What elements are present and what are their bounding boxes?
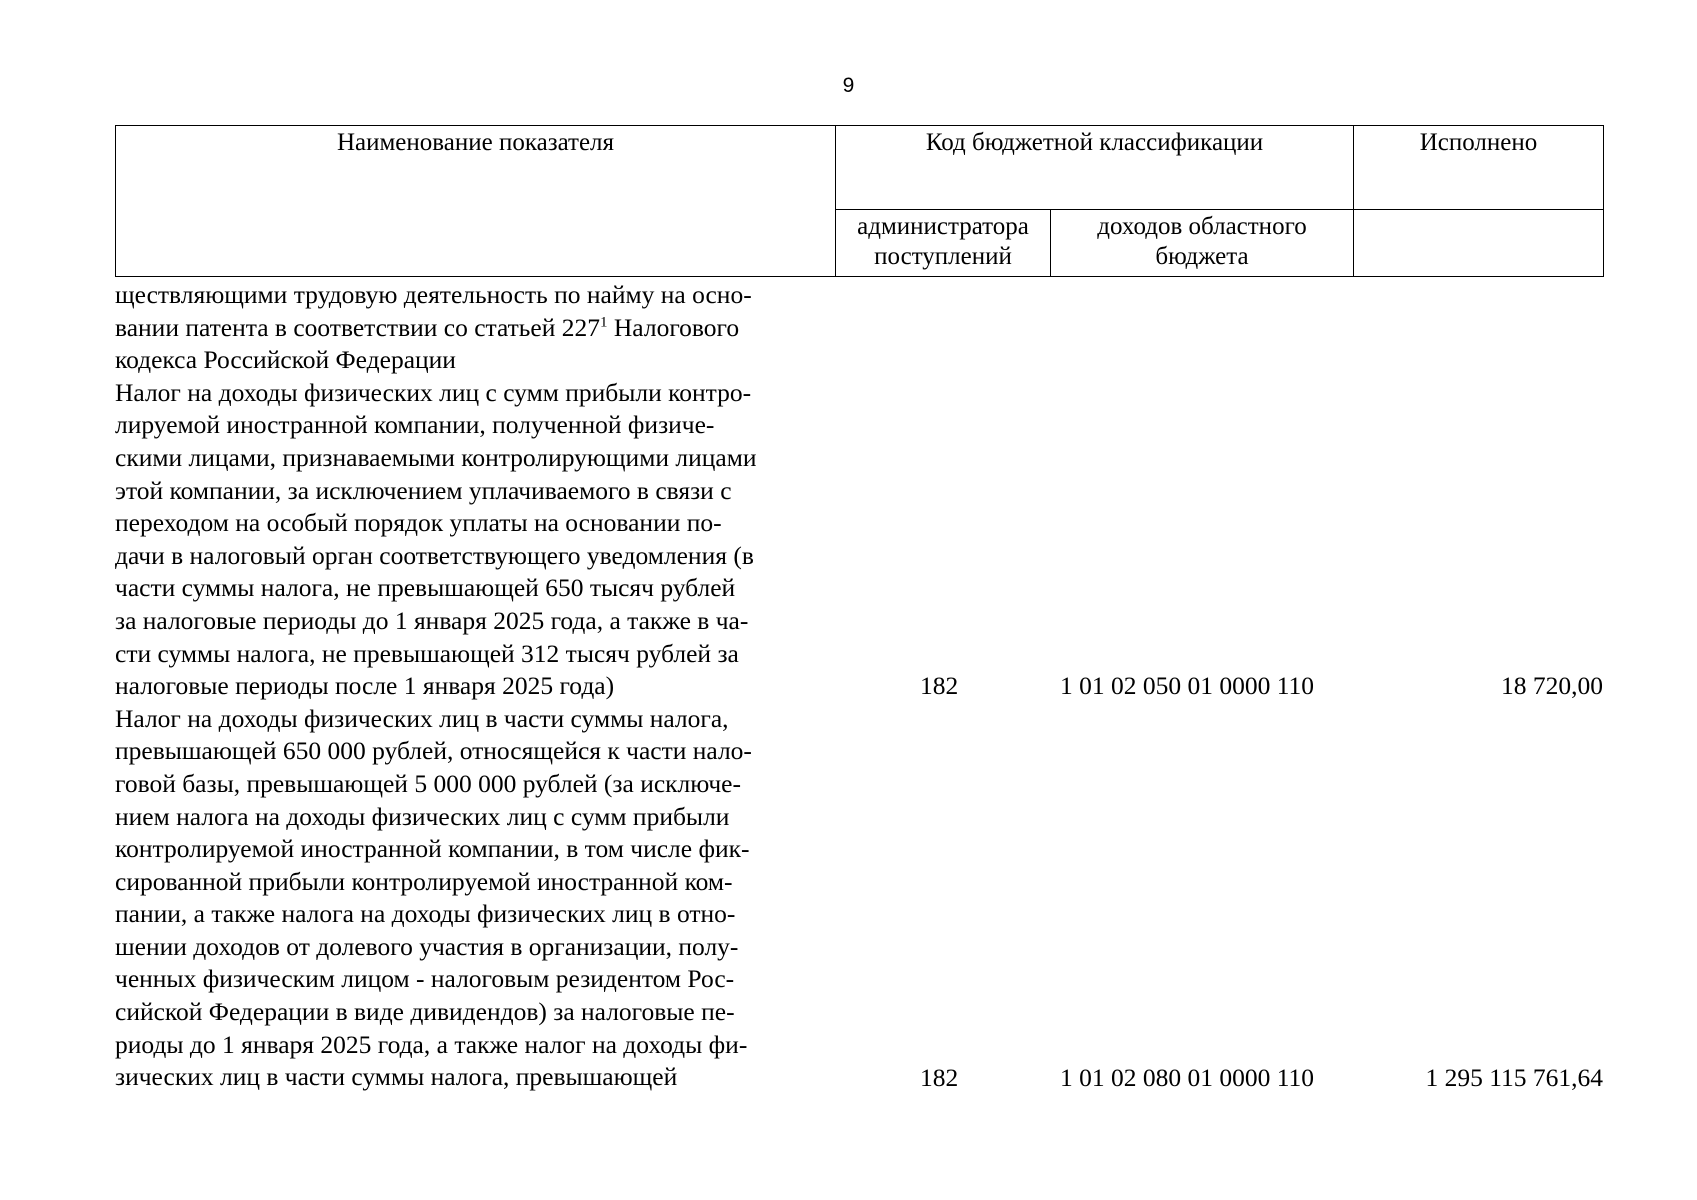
text-line: этой компании, за исключением уплачиваемого в связи с bbox=[115, 475, 732, 505]
text-line: скими лицами, признаваемыми контролирующими лицами bbox=[115, 442, 757, 472]
text-line: кодекса Российской Федерации bbox=[115, 345, 456, 375]
header-admin-subcolumn: администратора поступлений bbox=[836, 209, 1051, 276]
row1-admin-code: 182 bbox=[920, 671, 959, 700]
text-line-part: вании патента в соответствии со статьей 227 bbox=[115, 312, 601, 342]
text-line: части суммы налога, не превышающей 650 тысяч рублей bbox=[115, 573, 736, 603]
page-number: 9 bbox=[842, 74, 855, 97]
superscript: 1 bbox=[600, 314, 608, 331]
text-line: говой базы, превышающей 5 000 000 рублей (за исключе- bbox=[115, 768, 741, 798]
text-line: контролируемой иностранной компании, в том числе фик- bbox=[115, 834, 750, 864]
text-line: дачи в налоговый орган соответствующего уведомления (в bbox=[115, 540, 754, 570]
text-line: нием налога на доходы физических лиц с сумм прибыли bbox=[115, 801, 730, 831]
text-line: сированной прибыли контролируемой иностранной ком- bbox=[115, 866, 733, 896]
indicator-text bbox=[115, 279, 835, 1094]
text-line: переходом на особый порядок уплаты на основании по- bbox=[115, 508, 722, 538]
header-income-subcolumn: доходов областного бюджета bbox=[1051, 209, 1354, 276]
text-line-part: Налогового bbox=[607, 312, 740, 342]
text-line: налоговые периоды после 1 января 2025 года) bbox=[115, 671, 615, 701]
text-line: превышающей 650 000 рублей, относящейся к части нало- bbox=[115, 736, 752, 766]
text-line: лируемой иностранной компании, полученной физиче- bbox=[115, 410, 715, 440]
header-executed-empty bbox=[1354, 209, 1604, 276]
text-line: ществляющими трудовую деятельность по найму на осно- bbox=[115, 280, 752, 309]
header-code-group: Код бюджетной классификации bbox=[836, 126, 1354, 210]
header-executed-column: Исполнено bbox=[1354, 126, 1604, 210]
text-line: Налог на доходы физических лиц в части суммы налога, bbox=[115, 703, 729, 733]
text-line: Налог на доходы физических лиц с сумм прибыли контро- bbox=[115, 377, 752, 407]
header-name-column: Наименование показателя bbox=[116, 126, 836, 277]
text-line: ченных физическим лицом - налоговым резидентом Рос- bbox=[115, 964, 735, 994]
row2-amount: 1 295 115 761,64 bbox=[1425, 1063, 1603, 1092]
text-line: пании, а также налога на доходы физических лиц в отно- bbox=[115, 899, 736, 929]
text-line: сти суммы налога, не превышающей 312 тысяч рублей за bbox=[115, 638, 739, 668]
text-line: сийской Федерации в виде дивидендов) за налоговые пе- bbox=[115, 997, 735, 1027]
row2-admin-code: 182 bbox=[920, 1063, 959, 1092]
text-line: зических лиц в части суммы налога, превышающей bbox=[115, 1062, 678, 1092]
text-line: риоды до 1 января 2025 года, а также налог на доходы фи- bbox=[115, 1029, 748, 1059]
table-header bbox=[115, 125, 1604, 277]
row1-income-code: 1 01 02 050 01 0000 110 bbox=[1060, 671, 1315, 700]
row1-amount: 18 720,00 bbox=[1501, 671, 1603, 700]
text-line bbox=[115, 312, 835, 345]
text-line: за налоговые периоды до 1 января 2025 года, а также в ча- bbox=[115, 605, 749, 635]
row2-income-code: 1 01 02 080 01 0000 110 bbox=[1060, 1063, 1315, 1092]
text-line: шении доходов от долевого участия в организации, полу- bbox=[115, 931, 739, 961]
